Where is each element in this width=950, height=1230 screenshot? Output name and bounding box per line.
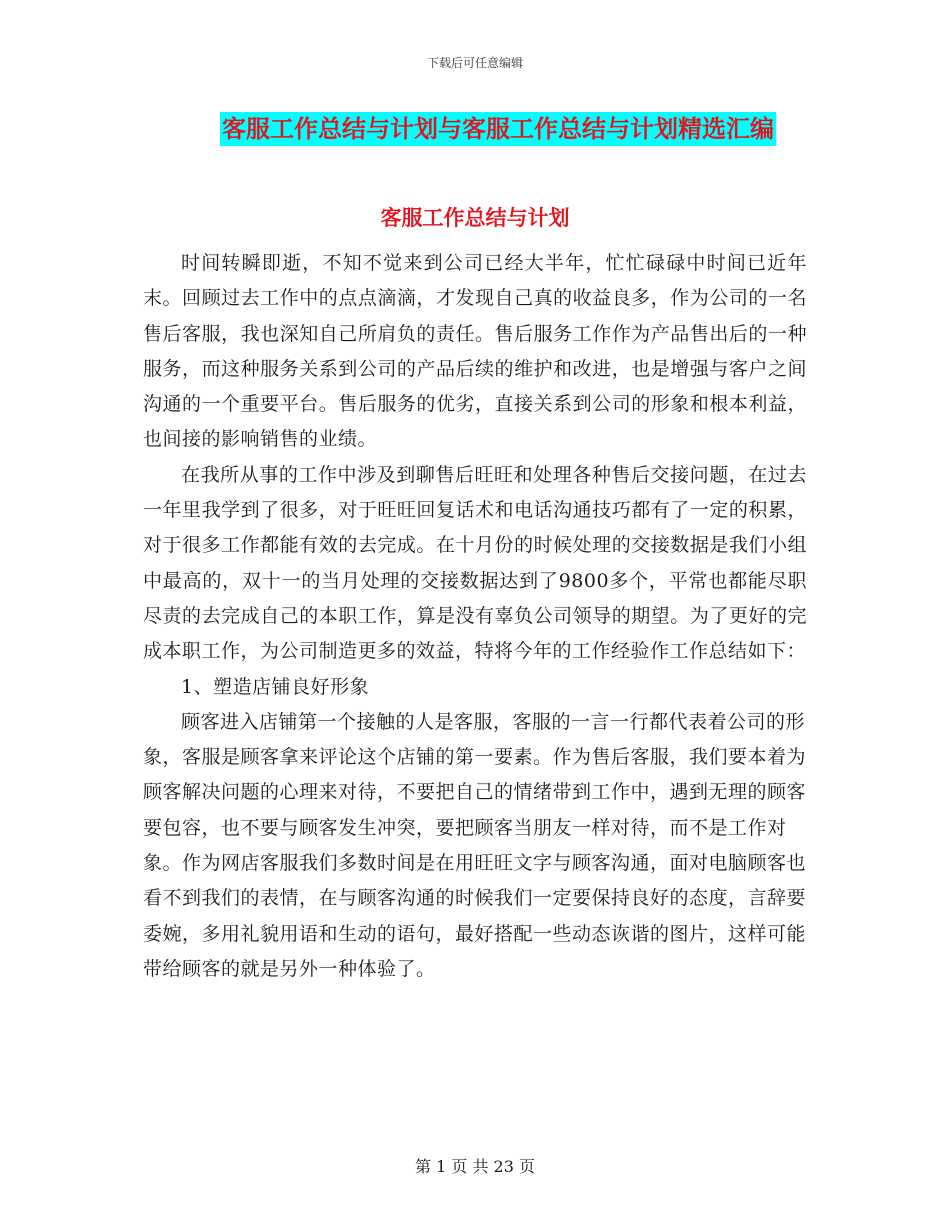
section-title: 客服工作总结与计划 [380,206,570,230]
header-note: 下载后可任意编辑 [426,56,523,70]
paragraph-store-image: 顾客进入店铺第一个接触的人是客服，客服的一言一行都代表着公司的形象，客服是顾客拿来评论这个店铺的第一要素。作为售后客服，我们要本着为顾客解决问题的心理来对待，不要把自己的情绪带到工作中，遇到无理的顾客要包容，也不要与顾客发生冲突，要把顾客当朋友一样对待，而不是工作对象。作为网店客服我们多数时间是在用旺旺文字与顾客沟通，面对电脑顾客也看不到我们的表情，在与顾客沟通的时候我们一定要保持良好的态度，言辞要委婉，多用礼貌用语和生动的语句，最好搭配一些动态诙谐的图片，这样可能带给顾客的就是另外一种体验了。 [143,710,807,980]
main-title: 客服工作总结与计划与客服工作总结与计划精选汇编 [220,112,776,146]
page-number: 第 1 页 共 23 页 [415,1157,535,1176]
paragraph-intro: 时间转瞬即逝，不知不觉来到公司已经大半年，忙忙碌碌中时间已近年末。回顾过去工作中的点点滴滴，才发现自己真的收益良多，作为公司的一名售后客服，我也深知自己所肩负的责任。售后服务工作作为产品售出后的一种服务，而这种服务关系到公司的产品后续的维护和改进，也是增强与客户之间沟通的一个重要平台。售后服务的优劣，直接关系到公司的形象和根本利益，也间接的影响销售的业绩。 [143,252,807,451]
document-body [143,246,807,987]
main-title-container [0,112,950,146]
numbered-heading-1: 1、塑造店铺良好形象 [181,675,370,698]
paragraph-work-summary: 在我所从事的工作中涉及到聊售后旺旺和处理各种售后交接问题，在过去一年里我学到了很多，对于旺旺回复话术和电话沟通技巧都有了一定的积累，对于很多工作都能有效的去完成。在十月份的时候处理的交接数据是我们小组中最高的，双十一的当月处理的交接数据达到了9800多个，平常也都能尽职尽责的去完成自己的本职工作，算是没有辜负公司领导的期望。为了更好的完成本职工作，为公司制造更多的效益，特将今年的工作经验作工作总结如下： [143,463,807,663]
